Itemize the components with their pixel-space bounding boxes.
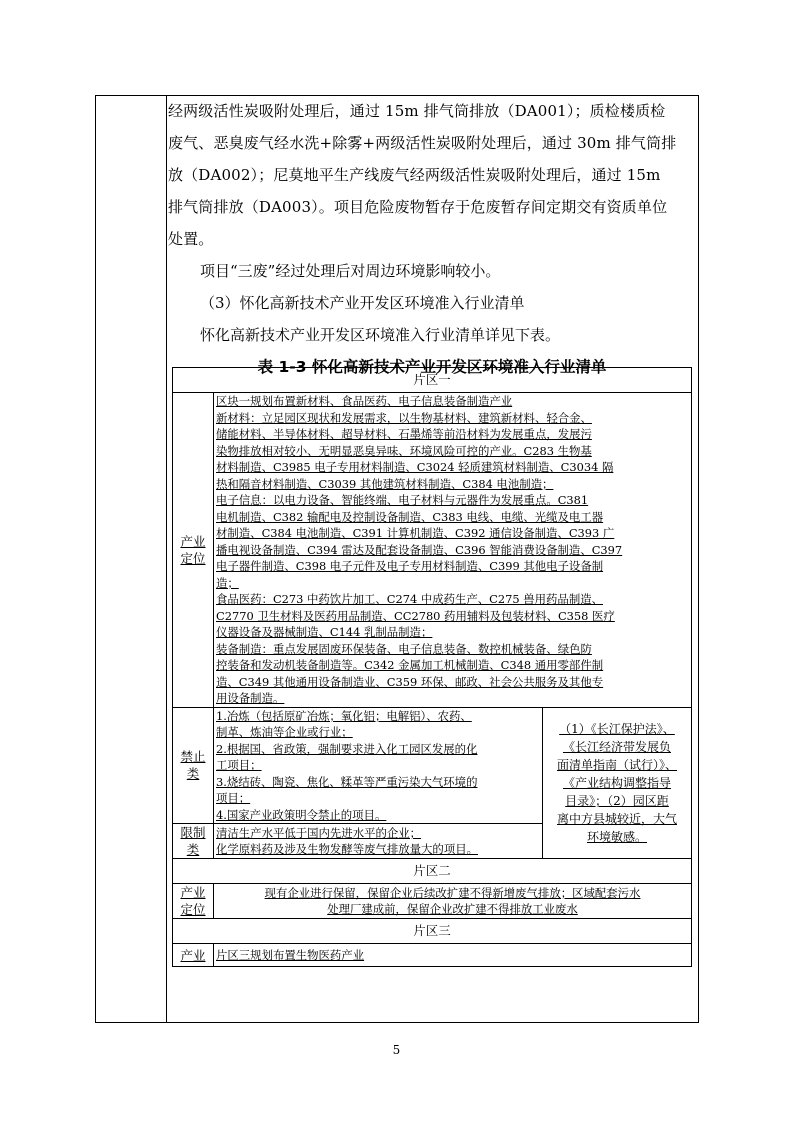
sanfei-paragraph: 项目“三废”经过处理后对周边环境影响较小。 [200, 262, 501, 280]
zone2-title: 片区二 [173, 859, 692, 884]
zone3-positioning-text: 片区三规划布置生物医药产业 [214, 944, 692, 967]
zone3-title: 片区三 [173, 919, 692, 944]
text-line: 制革、炼油等企业或行业； [216, 725, 353, 739]
text-line: 4.国家产业政策明令禁止的项目。 [216, 807, 387, 822]
text-line: 处理厂建成前，保留企业改扩建不得排放工业废水 [327, 902, 578, 916]
text-line: 染物排放相对较小、无明显恶臭异味、环境风险可控的产业。C283 生物基 [216, 443, 592, 458]
text-line: 电子信息：以电力设备、智能终端、电子材料与元器件为发展重点。C381 [216, 493, 589, 507]
text-line: 3.烧结砖、陶瓷、焦化、糅革等严重污染大气环境的 [216, 774, 478, 789]
zone1-positioning-text [214, 393, 692, 708]
text-line: 造； [216, 575, 239, 590]
section-heading: （3）怀化高新技术产业开发区环境准入行业清单 [200, 294, 525, 312]
zone1-restricted-text [214, 824, 543, 859]
text-line: 用设备制造。 [216, 691, 285, 705]
text-line: C2770 卫生材料及医药用品制造、CC2780 药用辅料及包装材料、C358 医疗 [216, 608, 615, 623]
zone3-positioning-row [173, 944, 692, 967]
intro-line: 放（DA002）；尼莫地平生产线废气经两级活性炭吸附处理后，通过 15m [168, 166, 661, 184]
industry-access-table [172, 367, 692, 967]
text-line: 新材料：立足园区现状和发展需求，以生物基材料、建筑新材料、轻合金、 [216, 410, 592, 425]
zone3-header-row [173, 919, 692, 944]
intro-line: 处置。 [168, 230, 214, 248]
zone1-positioning-row [173, 393, 692, 708]
text-line: 离中方县城较近，大气 [556, 811, 677, 826]
intro-line: 废气、恶臭废气经水洗+除雾+两级活性炭吸附处理后，通过 30m 排气筒排 [168, 134, 677, 152]
text-line: 工项目； [216, 758, 262, 772]
text-line: 2.根据国、省政策，强制要求进入化工园区发展的化 [216, 741, 478, 756]
content-area [168, 95, 696, 381]
text-line: 储能材料、半导体材料、超导材料、石墨烯等前沿材料为发展重点，发展污 [216, 427, 592, 441]
zone1-header-row [173, 368, 692, 393]
zone2-positioning-row [173, 884, 692, 919]
text-line: 材料制造、C3985 电子专用材料制造、C3024 轻质建筑材料制造、C3034 隔 [216, 460, 614, 474]
text-line: 热和隔音材料制造、C3039 其他建筑材料制造、C384 电池制造； [216, 476, 554, 491]
zone1-prohibited-row [173, 707, 692, 824]
text-line: 现有企业进行保留，保留企业后续改扩建不得新增废气排放；区域配套污水 [264, 885, 641, 900]
zone2-header-row [173, 859, 692, 884]
text-line: （1）《长江保护法》、 [559, 721, 675, 736]
text-line: 电机制造、C382 输配电及控制设备制造、C383 电线、电缆、光缆及电工器 [216, 509, 604, 524]
text-line: 电子器件制造、C398 电子元件及电子专用材料制造、C399 其他电子设备制 [216, 559, 604, 573]
text-line: 装备制造：重点发展固废环保装备、电子信息装备、数控机械装备、绿色防 [216, 641, 592, 656]
page-number: 5 [392, 1043, 401, 1057]
text-line: 播电视设备制造、C394 雷达及配套设备制造、C396 智能消费设备制造、C397 [216, 542, 623, 557]
text-line: 区块一规划布置新材料、食品医药、电子信息装备制造产业 [216, 394, 513, 408]
text-line: 清洁生产水平低于国内先进水平的企业； [216, 825, 422, 840]
text-line: 材制造、C384 电池制造、C391 计算机制造、C392 通信设备制造、C393 广 [216, 526, 615, 540]
text-line: 目录》；（2）园区距 [565, 793, 669, 808]
zone1-prohibited-text [214, 707, 543, 824]
table-caption: 表 1-3 怀化高新技术产业开发区环境准入行业清单 [257, 358, 607, 376]
text-line: 《长江经济带发展负 [562, 739, 671, 754]
zone1-positioning-label: 产业定位 [173, 393, 214, 708]
text-line: 造、C349 其他通用设备制造业、C359 环保、邮政、社会公共服务及其他专 [216, 674, 604, 689]
text-line: 化学原料药及涉及生物发酵等废气排放量大的项目。 [216, 842, 478, 856]
text-line: 控装备和发动机装备制造等。C342 金属加工机械制造、C348 通用零部件制 [216, 658, 604, 672]
zone1-prohibited-label: 禁止类 [173, 707, 214, 824]
section-intro: 怀化高新技术产业开发区环境准入行业清单详见下表。 [200, 326, 561, 344]
text-line: 《产业结构调整指导 [562, 775, 671, 790]
text-line: 面清单指南（试行）》、 [556, 757, 677, 772]
zone1-title: 片区一 [173, 368, 692, 393]
intro-line: 排气筒排放（DA003）。项目危险废物暂存于危废暂存间定期交有资质单位 [168, 198, 668, 216]
text-line: 环境敏感。 [586, 829, 647, 844]
intro-line: 经两级活性炭吸附处理后，通过 15m 排气筒排放（DA001）；质检楼质检 [168, 102, 666, 120]
zone3-positioning-label: 产业 [173, 944, 214, 967]
zone2-positioning-label: 产业定位 [173, 884, 214, 919]
zone1-restricted-label: 限制类 [173, 824, 214, 859]
text-line: 项目； [216, 791, 251, 805]
text-line: 1.冶炼（包括原矿冶炼；氧化铝；电解铝）、农药、 [216, 708, 472, 723]
text-line: 食品医药：C273 中药饮片加工、C274 中成药生产、C275 兽用药品制造、 [216, 592, 603, 606]
text-line: 仪器设备及器械制造、C144 乳制品制造； [216, 625, 433, 639]
frame-divider [166, 96, 167, 1022]
intro-paragraph [168, 95, 696, 255]
zone2-positioning-text [214, 884, 692, 919]
zone1-basis-text [543, 707, 692, 859]
